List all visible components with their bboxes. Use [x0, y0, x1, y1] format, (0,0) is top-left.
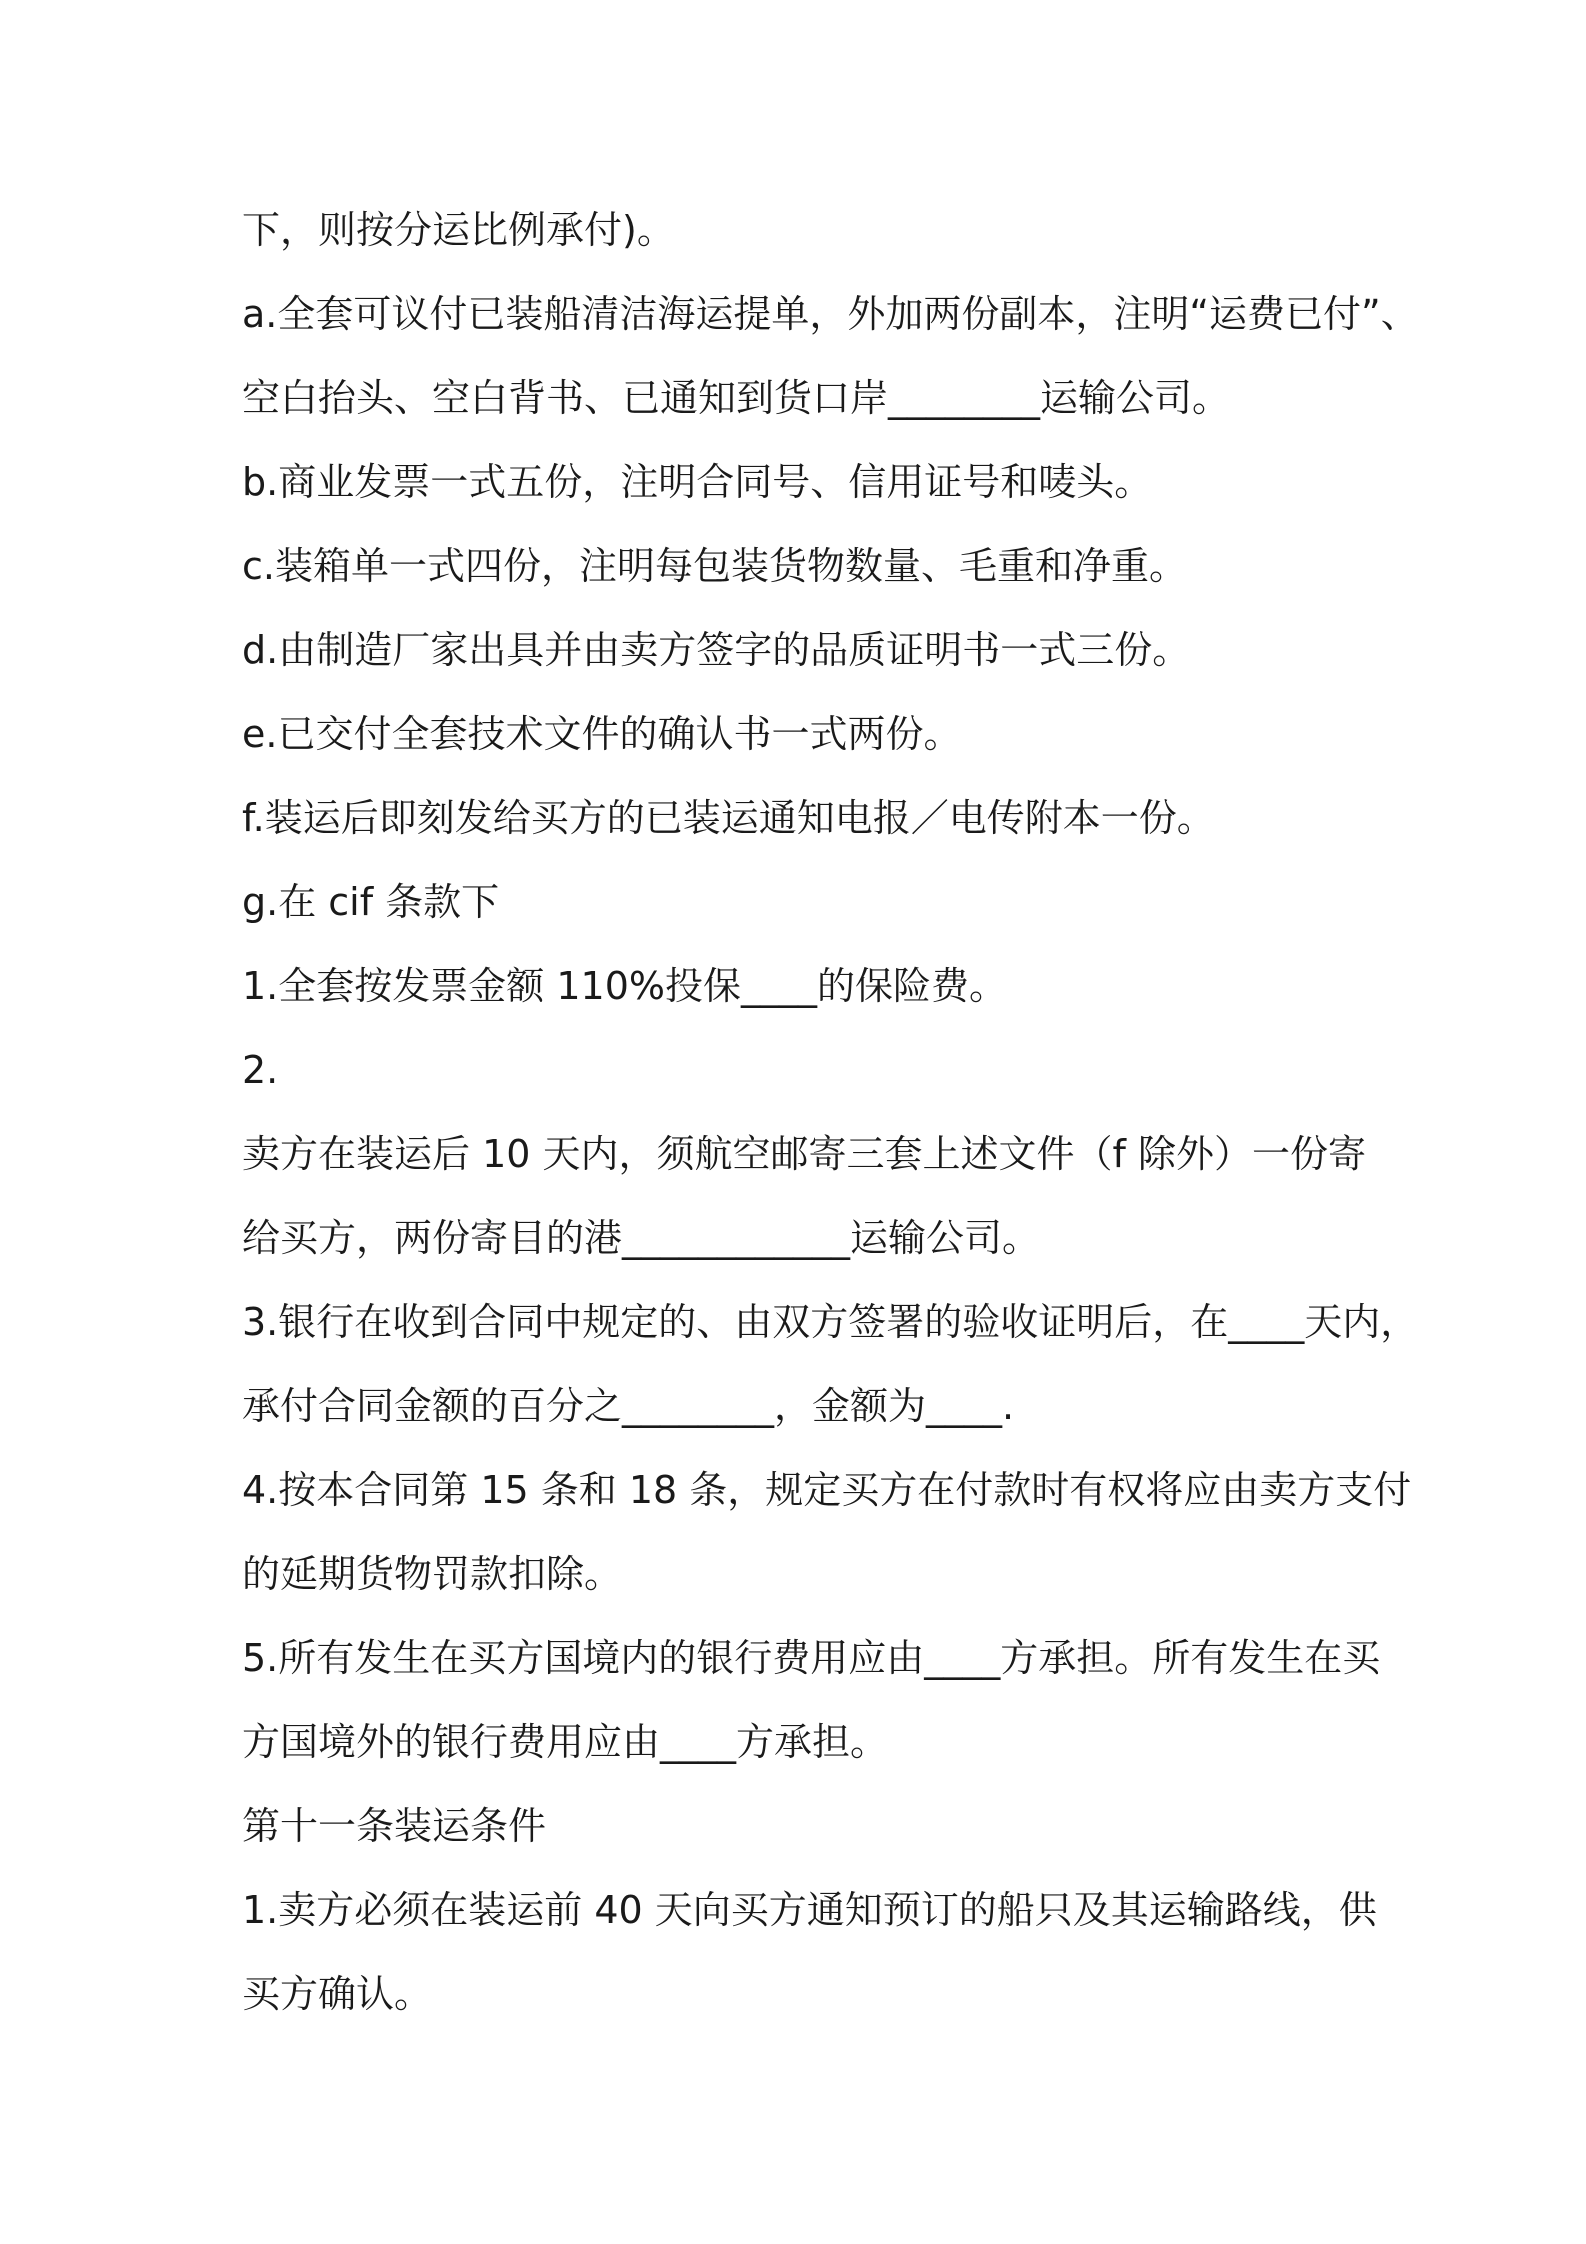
- text-line: 买方确认。: [242, 1972, 433, 2016]
- text-line: c.装箱单一式四份，注明每包装货物数量、毛重和净重。: [242, 544, 1187, 588]
- text-line: 4.按本合同第 15 条和 18 条，规定买方在付款时有权将应由卖方支付: [242, 1468, 1412, 1512]
- text-line: g.在 cif 条款下: [242, 880, 500, 924]
- text-line: b.商业发票一式五份，注明合同号、信用证号和唛头。: [242, 460, 1153, 504]
- text-line: e.已交付全套技术文件的确认书一式两份。: [242, 712, 962, 756]
- text-line: 给买方，两份寄目的港____________运输公司。: [242, 1216, 1041, 1260]
- text-line: 的延期货物罚款扣除。: [242, 1552, 623, 1596]
- text-line: 5.所有发生在买方国境内的银行费用应由____方承担。所有发生在买: [242, 1636, 1381, 1680]
- text-line: 下，则按分运比例承付)。: [242, 208, 675, 252]
- text-line: 承付合同金额的百分之________，金额为____.: [242, 1384, 1015, 1428]
- text-line: 卖方在装运后 10 天内，须航空邮寄三套上述文件（f 除外）一份寄: [242, 1132, 1366, 1176]
- text-line: a.全套可议付已装船清洁海运提单，外加两份副本，注明“运费已付”、: [242, 292, 1419, 336]
- text-line: d.由制造厂家出具并由卖方签字的品质证明书一式三份。: [242, 628, 1191, 672]
- text-line: 2.: [242, 1048, 279, 1092]
- text-line: 1.卖方必须在装运前 40 天向买方通知预订的船只及其运输路线，供: [242, 1888, 1377, 1932]
- section-heading: 第十一条装运条件: [242, 1804, 547, 1848]
- text-line: f.装运后即刻发给买方的已装运通知电报／电传附本一份。: [242, 796, 1215, 840]
- text-line: 3.银行在收到合同中规定的、由双方签署的验收证明后，在____天内，: [242, 1300, 1419, 1344]
- text-line: 方国境外的银行费用应由____方承担。: [242, 1720, 889, 1764]
- text-line: 空白抬头、空白背书、已通知到货口岸________运输公司。: [242, 376, 1231, 420]
- text-line: 1.全套按发票金额 110%投保____的保险费。: [242, 964, 1007, 1008]
